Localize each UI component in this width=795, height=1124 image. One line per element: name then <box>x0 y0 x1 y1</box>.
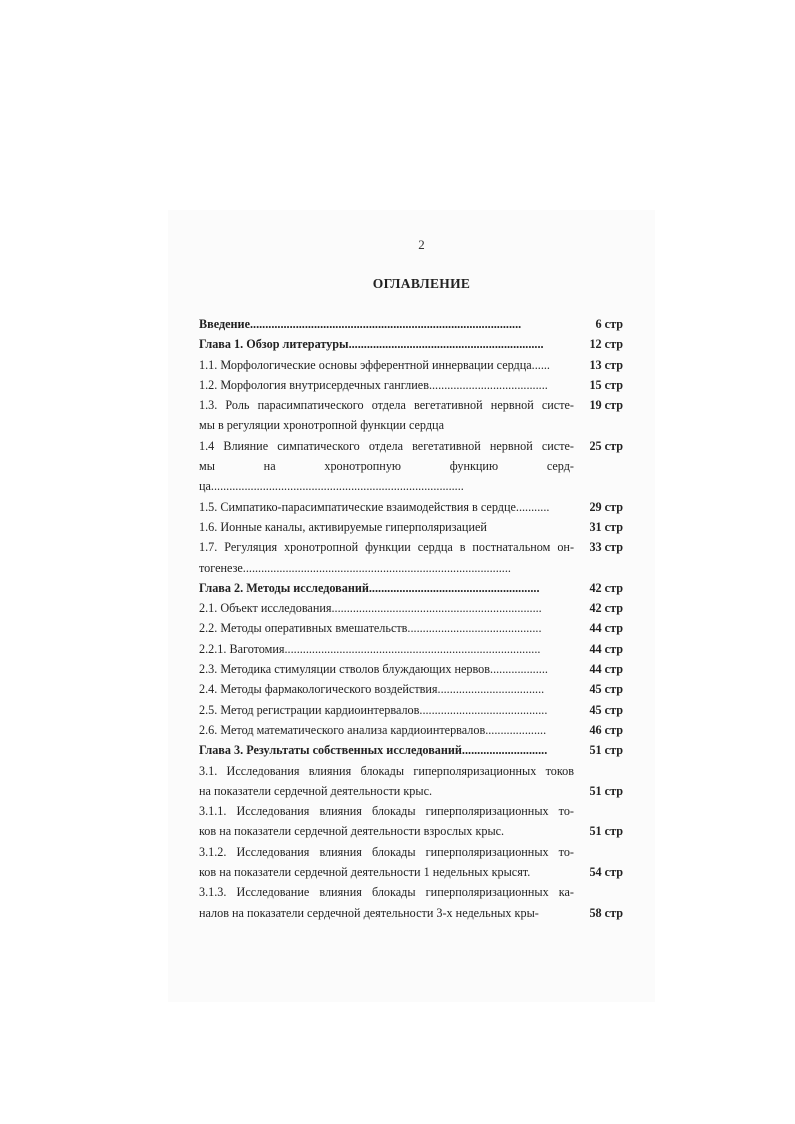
toc-entry <box>199 375 623 395</box>
toc-entry <box>199 355 623 375</box>
toc-entry <box>199 639 623 659</box>
toc-entry-text: 2.6. Метод математического анализа кардиоинтервалов.................... <box>199 722 547 737</box>
toc-page-ref: 42 стр <box>589 601 623 616</box>
toc-entry-text: 3.1.2. Исследования влияния блокады гиперполяризационных то- <box>199 844 574 859</box>
toc-page-ref: 42 стр <box>589 580 623 595</box>
toc-entry-text: 3.1.3. Исследование влияния блокады гиперполяризационных ка- <box>199 885 574 900</box>
toc-entry-text: тогенезе........................................................................................ <box>199 560 511 575</box>
toc-entry <box>199 497 623 517</box>
toc-page-ref: 46 стр <box>589 722 623 737</box>
toc-page-ref: 51 стр <box>589 743 623 758</box>
toc-page-ref: 13 стр <box>589 357 623 372</box>
toc-entry-text: на показатели сердечной деятельности крыс. <box>199 783 433 798</box>
toc-entry-text: 2.2.1. Ваготомия.................................................................................... <box>199 641 541 656</box>
toc-entry-text: 1.3. Роль парасимпатического отдела вегетативной нервной систе- <box>199 398 574 413</box>
toc-entry-text: Глава 3. Результаты собственных исследований............................ <box>199 743 548 758</box>
toc-page-ref: 45 стр <box>589 682 623 697</box>
toc-page-ref: 45 стр <box>589 702 623 717</box>
toc-entry-text: 3.1.1. Исследования влияния блокады гиперполяризационных то- <box>199 804 574 819</box>
toc-entry-text: мы на хронотропную функцию серд- <box>199 459 574 474</box>
toc-entry <box>199 679 623 699</box>
toc-entry <box>199 537 623 578</box>
toc-entry <box>199 740 623 760</box>
toc-page-ref: 44 стр <box>589 621 623 636</box>
toc-page-ref: 12 стр <box>589 337 623 352</box>
toc-page-ref: 51 стр <box>589 824 623 839</box>
toc-entry <box>199 598 623 618</box>
toc-entry-text: 2.3. Методика стимуляции стволов блуждающих нервов................... <box>199 662 548 677</box>
toc-page-ref: 25 стр <box>589 438 623 453</box>
toc-entry <box>199 314 623 334</box>
toc-entry-text: Глава 1. Обзор литературы................................................................ <box>199 337 544 352</box>
toc-entry <box>199 801 623 842</box>
toc-entry-text: 1.1. Морфологические основы эфферентной иннервации сердца...... <box>199 357 550 372</box>
toc-entry <box>199 334 623 354</box>
toc-page-ref: 33 стр <box>589 540 623 555</box>
toc-page-ref: 58 стр <box>589 905 623 920</box>
toc-entry <box>199 761 623 802</box>
toc-entry-text: 1.2. Морфология внутрисердечных ганглиев....................................... <box>199 377 548 392</box>
toc-entry-text: 1.5. Симпатико-парасимпатические взаимодействия в сердце........... <box>199 499 550 514</box>
toc-entry-text: 2.4. Методы фармакологического воздействия................................... <box>199 682 545 697</box>
toc-entry <box>199 618 623 638</box>
toc-page-ref: 44 стр <box>589 641 623 656</box>
toc-page-ref: 51 стр <box>589 783 623 798</box>
toc-entry <box>199 517 623 537</box>
toc-entry-text: 1.6. Ионные каналы, активируемые гиперполяризацией <box>199 519 487 534</box>
toc-entry-text: ца................................................................................... <box>199 479 464 494</box>
toc-entry-text: 1.7. Регуляция хронотропной функции сердца в постнатальном он- <box>199 540 574 555</box>
toc-entry <box>199 720 623 740</box>
toc-entry-text: ков на показатели сердечной деятельности взрослых крыс. <box>199 824 505 839</box>
toc-entry-text: 2.2. Методы оперативных вмешательств............................................ <box>199 621 542 636</box>
toc-entry-text: налов на показатели сердечной деятельности 3-х недельных кры- <box>199 905 539 920</box>
toc-entry-text: 3.1. Исследования влияния блокады гиперполяризационных токов <box>199 763 574 778</box>
toc-entry-text: Введение......................................................................................... <box>199 317 522 331</box>
toc-title: ОГЛАВЛЕНИЕ <box>372 276 471 291</box>
toc-page-ref: 19 стр <box>589 398 623 413</box>
toc-entry-text: мы в регуляции хронотропной функции сердца <box>199 418 444 433</box>
toc-page-ref: 6 стр <box>595 317 623 331</box>
toc-page-ref: 15 стр <box>589 377 623 392</box>
page-number: 2 <box>418 237 425 252</box>
toc-entry-text: 1.4 Влияние симпатического отдела вегетативной нервной систе- <box>199 438 574 453</box>
toc-entry <box>199 842 623 883</box>
toc-entry-text: Глава 2. Методы исследований........................................................ <box>199 580 540 595</box>
toc-page-ref: 44 стр <box>589 662 623 677</box>
toc-entry <box>199 578 623 598</box>
table-of-contents <box>199 314 623 923</box>
toc-page-ref: 54 стр <box>589 865 623 880</box>
toc-entry <box>199 882 623 923</box>
toc-entry <box>199 436 623 497</box>
toc-page-ref: 31 стр <box>589 519 623 534</box>
toc-entry <box>199 395 623 436</box>
toc-entry <box>199 659 623 679</box>
toc-entry-text: ков на показатели сердечной деятельности 1 недельных крысят. <box>199 865 531 880</box>
toc-entry-text: 2.1. Объект исследования..................................................................... <box>199 601 542 616</box>
toc-entry <box>199 700 623 720</box>
toc-entry-text: 2.5. Метод регистрации кардиоинтервалов.......................................... <box>199 702 548 717</box>
toc-page-ref: 29 стр <box>589 499 623 514</box>
